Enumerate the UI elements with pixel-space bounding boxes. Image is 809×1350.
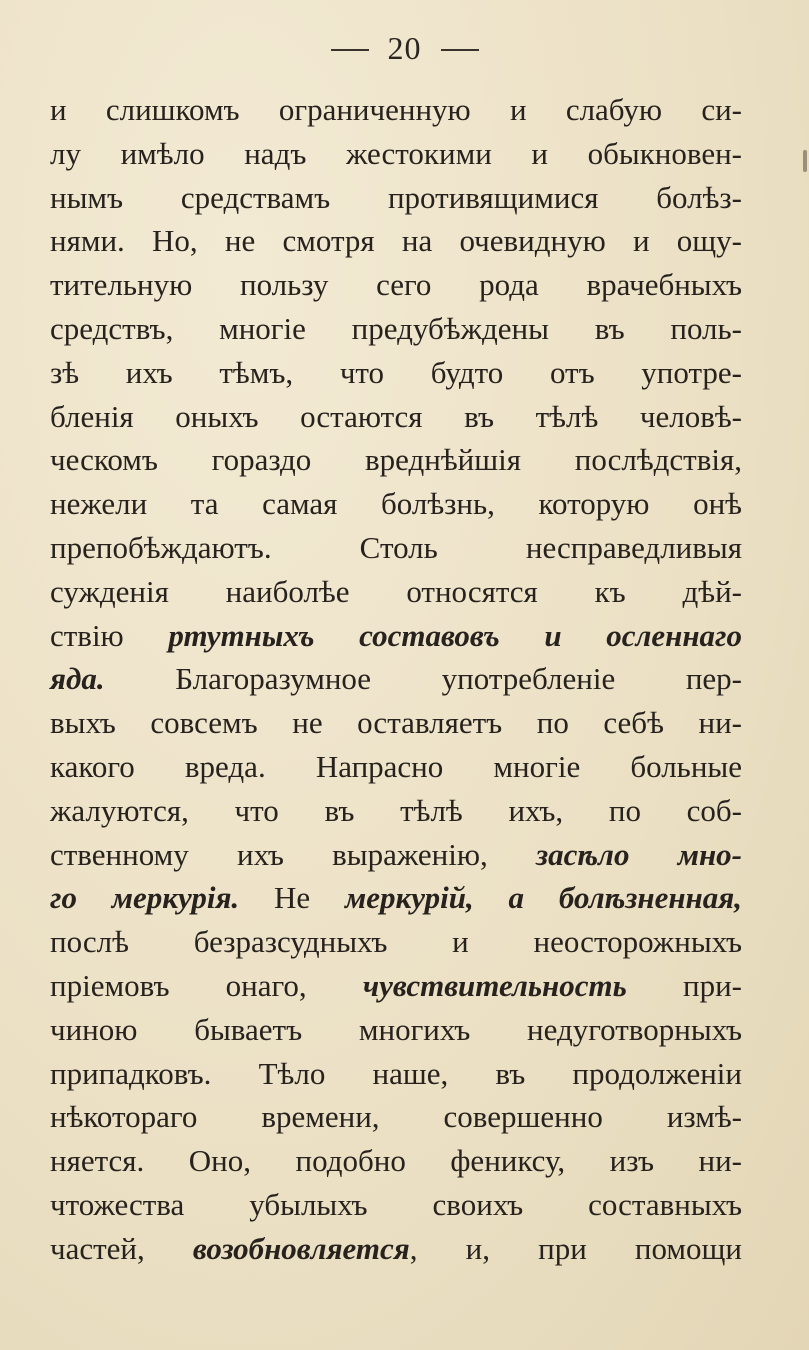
text-line bbox=[50, 570, 742, 614]
text-line bbox=[50, 833, 742, 877]
text-segment: чтожества убылыхъ своихъ составныхъ bbox=[50, 1186, 742, 1222]
text-line bbox=[50, 920, 742, 964]
text-segment: бленія оныхъ остаются въ тѣлѣ человѣ- bbox=[50, 398, 742, 434]
text-line bbox=[50, 745, 742, 789]
italic-text-segment: ртутныхъ составовъ и осленнаго bbox=[168, 617, 742, 653]
text-line bbox=[50, 88, 742, 132]
text-line bbox=[50, 176, 742, 220]
text-segment: нѣкотораго времени, совершенно измѣ- bbox=[50, 1099, 742, 1135]
italic-text-segment: меркурій, а болѣзненная, bbox=[345, 880, 742, 916]
text-segment: ствію bbox=[50, 617, 169, 653]
text-line bbox=[50, 876, 742, 920]
text-line bbox=[50, 1227, 742, 1271]
italic-text-segment: возобновляется bbox=[192, 1230, 410, 1266]
page-body-text bbox=[50, 88, 742, 1271]
text-segment: Благоразумное употребленіе пер- bbox=[104, 661, 742, 697]
text-line bbox=[50, 132, 742, 176]
text-segment: выхъ совсемъ не оставляетъ по себѣ ни- bbox=[50, 705, 742, 741]
page-header bbox=[0, 28, 809, 68]
text-line bbox=[50, 701, 742, 745]
text-segment: послѣ безразсудныхъ и неосторожныхъ bbox=[50, 924, 742, 960]
text-segment: пріемовъ онаго, bbox=[50, 967, 363, 1003]
text-segment: нежели та самая болѣзнь, которую онѣ bbox=[50, 486, 742, 522]
text-segment: какого вреда. Напрасно многіе больные bbox=[50, 748, 742, 784]
text-segment: зѣ ихъ тѣмъ, что будто отъ употре- bbox=[50, 354, 742, 390]
text-line bbox=[50, 351, 742, 395]
text-segment: ческомъ гораздо вреднѣйшія послѣдствія, bbox=[50, 442, 742, 478]
italic-text-segment: го меркурія. bbox=[50, 880, 240, 916]
text-segment: и слишкомъ ограниченную и слабую си- bbox=[50, 92, 742, 127]
page-number: 20 bbox=[387, 30, 422, 66]
text-line bbox=[50, 657, 742, 701]
text-line bbox=[50, 1139, 742, 1183]
header-dash-right bbox=[441, 49, 479, 51]
text-segment: ственному ихъ выраженію, bbox=[50, 836, 537, 872]
text-line bbox=[50, 1183, 742, 1227]
text-segment: средствъ, многіе предубѣждены въ поль- bbox=[50, 310, 742, 346]
header-dash-left bbox=[331, 49, 369, 51]
text-segment: при- bbox=[626, 967, 742, 1003]
text-segment: нымъ средствамъ противящимися болѣз- bbox=[50, 179, 742, 215]
italic-text-segment: чувствительность bbox=[362, 967, 627, 1003]
text-segment: жалуются, что въ тѣлѣ ихъ, по соб- bbox=[50, 792, 742, 828]
text-segment: припадковъ. Тѣло наше, въ продолженіи bbox=[50, 1055, 742, 1091]
text-line bbox=[50, 438, 742, 482]
text-line bbox=[50, 219, 742, 263]
text-line bbox=[50, 614, 742, 658]
italic-text-segment: засѣло мно- bbox=[536, 836, 742, 872]
text-segment: чиною бываетъ многихъ недуготворныхъ bbox=[50, 1011, 742, 1047]
italic-text-segment: яда. bbox=[50, 661, 105, 697]
margin-mark bbox=[803, 150, 807, 172]
text-segment: Не bbox=[239, 880, 346, 916]
text-line bbox=[50, 395, 742, 439]
text-segment: частей, bbox=[50, 1230, 193, 1266]
text-line bbox=[50, 482, 742, 526]
text-line bbox=[50, 1008, 742, 1052]
text-segment: няется. Оно, подобно фениксу, изъ ни- bbox=[50, 1143, 742, 1179]
text-line bbox=[50, 1052, 742, 1096]
text-line bbox=[50, 964, 742, 1008]
text-segment: сужденія наиболѣе относятся къ дѣй- bbox=[50, 573, 742, 609]
text-line bbox=[50, 526, 742, 570]
text-line bbox=[50, 789, 742, 833]
text-segment: нями. Но, не смотря на очевидную и ощу- bbox=[50, 223, 742, 259]
text-segment: лу имѣло надъ жестокими и обыкновен- bbox=[50, 135, 742, 171]
text-line bbox=[50, 307, 742, 351]
text-line bbox=[50, 263, 742, 307]
text-line bbox=[50, 1095, 742, 1139]
text-segment: , и, при помощи bbox=[409, 1230, 742, 1266]
text-segment: тительную пользу сего рода врачебныхъ bbox=[50, 267, 742, 303]
text-segment: препобѣждаютъ. Столь несправедливыя bbox=[50, 529, 742, 565]
